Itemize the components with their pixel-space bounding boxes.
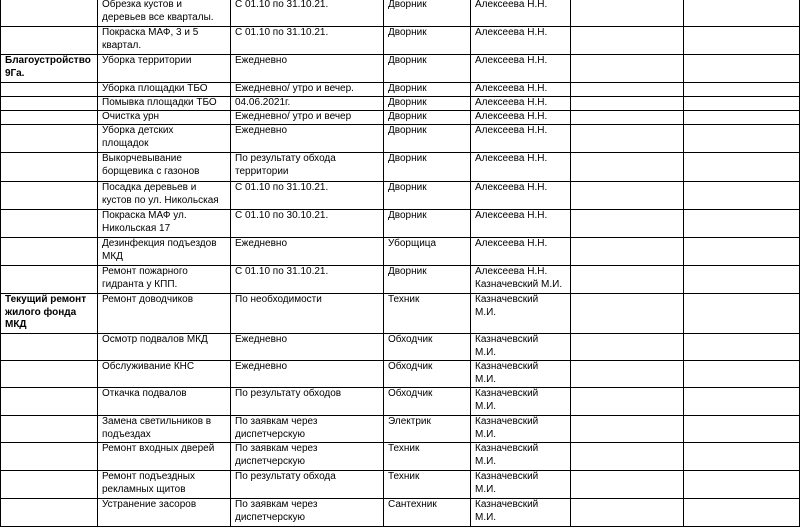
section-cell xyxy=(1,125,98,153)
work-cell: Ремонт доводчиков xyxy=(98,294,231,334)
empty-cell xyxy=(684,499,800,527)
section-cell xyxy=(1,388,98,416)
empty-cell xyxy=(684,125,800,153)
responsible-cell: Казначевский М.И. xyxy=(471,334,571,361)
period-cell: Ежедневно xyxy=(231,55,384,83)
work-cell: Покраска МАФ, 3 и 5 квартал. xyxy=(98,27,231,55)
empty-cell xyxy=(684,388,800,416)
empty-cell xyxy=(571,210,684,238)
empty-cell xyxy=(684,97,800,111)
role-cell: Дворник xyxy=(384,125,471,153)
work-cell: Посадка деревьев и кустов по ул. Никольская xyxy=(98,182,231,210)
period-cell: С 01.10 по 31.10.21. xyxy=(231,182,384,210)
empty-cell xyxy=(571,294,684,334)
empty-cell xyxy=(684,266,800,294)
empty-cell xyxy=(571,266,684,294)
table-row xyxy=(1,55,800,83)
empty-cell xyxy=(684,238,800,266)
work-cell: Помывка площадки ТБО xyxy=(98,97,231,111)
table-row xyxy=(1,0,800,27)
responsible-cell: Казначевский М.И. xyxy=(471,499,571,527)
table-row xyxy=(1,361,800,388)
table-row xyxy=(1,27,800,55)
section-cell xyxy=(1,27,98,55)
section-cell xyxy=(1,266,98,294)
role-cell: Дворник xyxy=(384,27,471,55)
table-row xyxy=(1,125,800,153)
section-cell xyxy=(1,182,98,210)
table-row xyxy=(1,334,800,361)
section-cell: Текущий ремонт жилого фонда МКД xyxy=(1,294,98,334)
empty-cell xyxy=(571,0,684,27)
table-row xyxy=(1,182,800,210)
work-cell: Откачка подвалов xyxy=(98,388,231,416)
period-cell: По заявкам через диспетчерскую xyxy=(231,416,384,443)
responsible-cell: Казначевский М.И. xyxy=(471,294,571,334)
empty-cell xyxy=(571,388,684,416)
table-row xyxy=(1,238,800,266)
responsible-cell: Алексеева Н.Н. xyxy=(471,111,571,125)
empty-cell xyxy=(684,153,800,182)
period-cell: Ежедневно/ утро и вечер. xyxy=(231,83,384,97)
empty-cell xyxy=(684,443,800,471)
responsible-cell: Алексеева Н.Н. xyxy=(471,153,571,182)
role-cell: Техник xyxy=(384,294,471,334)
period-cell: С 01.10 по 31.10.21. xyxy=(231,266,384,294)
empty-cell xyxy=(571,153,684,182)
period-cell: С 01.10 по 31.10.21. xyxy=(231,27,384,55)
table-row xyxy=(1,97,800,111)
responsible-cell: Алексеева Н.Н. xyxy=(471,125,571,153)
table-row xyxy=(1,388,800,416)
period-cell: С 01.10 по 30.10.21. xyxy=(231,210,384,238)
section-cell xyxy=(1,238,98,266)
empty-cell xyxy=(684,27,800,55)
empty-cell xyxy=(684,111,800,125)
role-cell: Сантехник xyxy=(384,499,471,527)
table-row xyxy=(1,499,800,527)
period-cell: Ежедневно xyxy=(231,238,384,266)
role-cell: Уборщица xyxy=(384,238,471,266)
table-row xyxy=(1,210,800,238)
responsible-cell: Алексеева Н.Н. xyxy=(471,238,571,266)
responsible-cell: Алексеева Н.Н. xyxy=(471,97,571,111)
work-cell: Уборка детских площадок xyxy=(98,125,231,153)
responsible-cell: Алексеева Н.Н. xyxy=(471,27,571,55)
work-cell: Уборка площадки ТБО xyxy=(98,83,231,97)
period-cell: С 01.10 по 31.10.21. xyxy=(231,0,384,27)
section-cell xyxy=(1,0,98,27)
responsible-cell: Алексеева Н.Н. xyxy=(471,182,571,210)
empty-cell xyxy=(571,471,684,499)
empty-cell xyxy=(571,238,684,266)
work-cell: Замена светильников в подъездах xyxy=(98,416,231,443)
work-cell: Ремонт входных дверей xyxy=(98,443,231,471)
empty-cell xyxy=(571,443,684,471)
section-cell xyxy=(1,97,98,111)
role-cell: Электрик xyxy=(384,416,471,443)
table-row xyxy=(1,443,800,471)
empty-cell xyxy=(571,125,684,153)
role-cell: Дворник xyxy=(384,83,471,97)
empty-cell xyxy=(571,499,684,527)
table-row xyxy=(1,153,800,182)
role-cell: Дворник xyxy=(384,111,471,125)
role-cell: Техник xyxy=(384,443,471,471)
empty-cell xyxy=(684,210,800,238)
role-cell: Дворник xyxy=(384,266,471,294)
role-cell: Дворник xyxy=(384,153,471,182)
responsible-cell: Казначевский М.И. xyxy=(471,388,571,416)
work-cell: Ремонт пожарного гидранта у КПП. xyxy=(98,266,231,294)
work-cell: Ремонт подъездных рекламных щитов xyxy=(98,471,231,499)
section-cell xyxy=(1,83,98,97)
period-cell: По результату обходов xyxy=(231,388,384,416)
responsible-cell: Алексеева Н.Н. xyxy=(471,210,571,238)
work-cell: Покраска МАФ ул. Никольская 17 xyxy=(98,210,231,238)
empty-cell xyxy=(571,361,684,388)
period-cell: Ежедневно xyxy=(231,334,384,361)
empty-cell xyxy=(571,27,684,55)
period-cell: По заявкам через диспетчерскую xyxy=(231,499,384,527)
role-cell: Дворник xyxy=(384,0,471,27)
role-cell: Обходчик xyxy=(384,334,471,361)
table-row xyxy=(1,266,800,294)
work-cell: Устранение засоров xyxy=(98,499,231,527)
empty-cell xyxy=(571,334,684,361)
role-cell: Техник xyxy=(384,471,471,499)
section-cell xyxy=(1,210,98,238)
role-cell: Обходчик xyxy=(384,361,471,388)
table-row xyxy=(1,111,800,125)
work-cell: Обрезка кустов и деревьев все кварталы. xyxy=(98,0,231,27)
table-body xyxy=(1,0,800,527)
responsible-cell: Алексеева Н.Н. xyxy=(471,0,571,27)
role-cell: Дворник xyxy=(384,55,471,83)
responsible-cell: Алексеева Н.Н. xyxy=(471,55,571,83)
responsible-cell: Казначевский М.И. xyxy=(471,361,571,388)
period-cell: Ежедневно xyxy=(231,361,384,388)
section-cell xyxy=(1,153,98,182)
work-cell: Уборка территории xyxy=(98,55,231,83)
section-cell xyxy=(1,443,98,471)
empty-cell xyxy=(684,55,800,83)
table-row xyxy=(1,83,800,97)
empty-cell xyxy=(571,97,684,111)
table-row xyxy=(1,416,800,443)
empty-cell xyxy=(571,83,684,97)
empty-cell xyxy=(684,294,800,334)
empty-cell xyxy=(684,334,800,361)
period-cell: По результату обхода территории xyxy=(231,153,384,182)
work-cell: Обслуживание КНС xyxy=(98,361,231,388)
section-cell xyxy=(1,416,98,443)
period-cell: Ежедневно/ утро и вечер xyxy=(231,111,384,125)
section-cell xyxy=(1,361,98,388)
role-cell: Дворник xyxy=(384,182,471,210)
empty-cell xyxy=(684,83,800,97)
responsible-cell: Казначевский М.И. xyxy=(471,416,571,443)
work-cell: Очистка урн xyxy=(98,111,231,125)
empty-cell xyxy=(571,55,684,83)
role-cell: Дворник xyxy=(384,97,471,111)
responsible-cell: Казначевский М.И. xyxy=(471,471,571,499)
period-cell: По необходимости xyxy=(231,294,384,334)
table-row xyxy=(1,294,800,334)
period-cell: Ежедневно xyxy=(231,125,384,153)
empty-cell xyxy=(684,361,800,388)
empty-cell xyxy=(684,416,800,443)
responsible-cell: Казначевский М.И. xyxy=(471,443,571,471)
empty-cell xyxy=(571,416,684,443)
empty-cell xyxy=(571,111,684,125)
work-cell: Дезинфекция подъездов МКД xyxy=(98,238,231,266)
role-cell: Дворник xyxy=(384,210,471,238)
section-cell xyxy=(1,471,98,499)
responsible-cell: Алексеева Н.Н. xyxy=(471,83,571,97)
empty-cell xyxy=(684,471,800,499)
responsible-cell: Алексеева Н.Н. Казначевский М.И. xyxy=(471,266,571,294)
section-cell xyxy=(1,334,98,361)
work-cell: Осмотр подвалов МКД xyxy=(98,334,231,361)
empty-cell xyxy=(571,182,684,210)
section-cell xyxy=(1,499,98,527)
period-cell: По результату обхода xyxy=(231,471,384,499)
empty-cell xyxy=(684,182,800,210)
role-cell: Обходчик xyxy=(384,388,471,416)
period-cell: По заявкам через диспетчерскую xyxy=(231,443,384,471)
table-row xyxy=(1,471,800,499)
empty-cell xyxy=(684,0,800,27)
section-cell: Благоустройство 9Га. xyxy=(1,55,98,83)
period-cell: 04.06.2021г. xyxy=(231,97,384,111)
section-cell xyxy=(1,111,98,125)
work-cell: Выкорчевывание борщевика с газонов xyxy=(98,153,231,182)
